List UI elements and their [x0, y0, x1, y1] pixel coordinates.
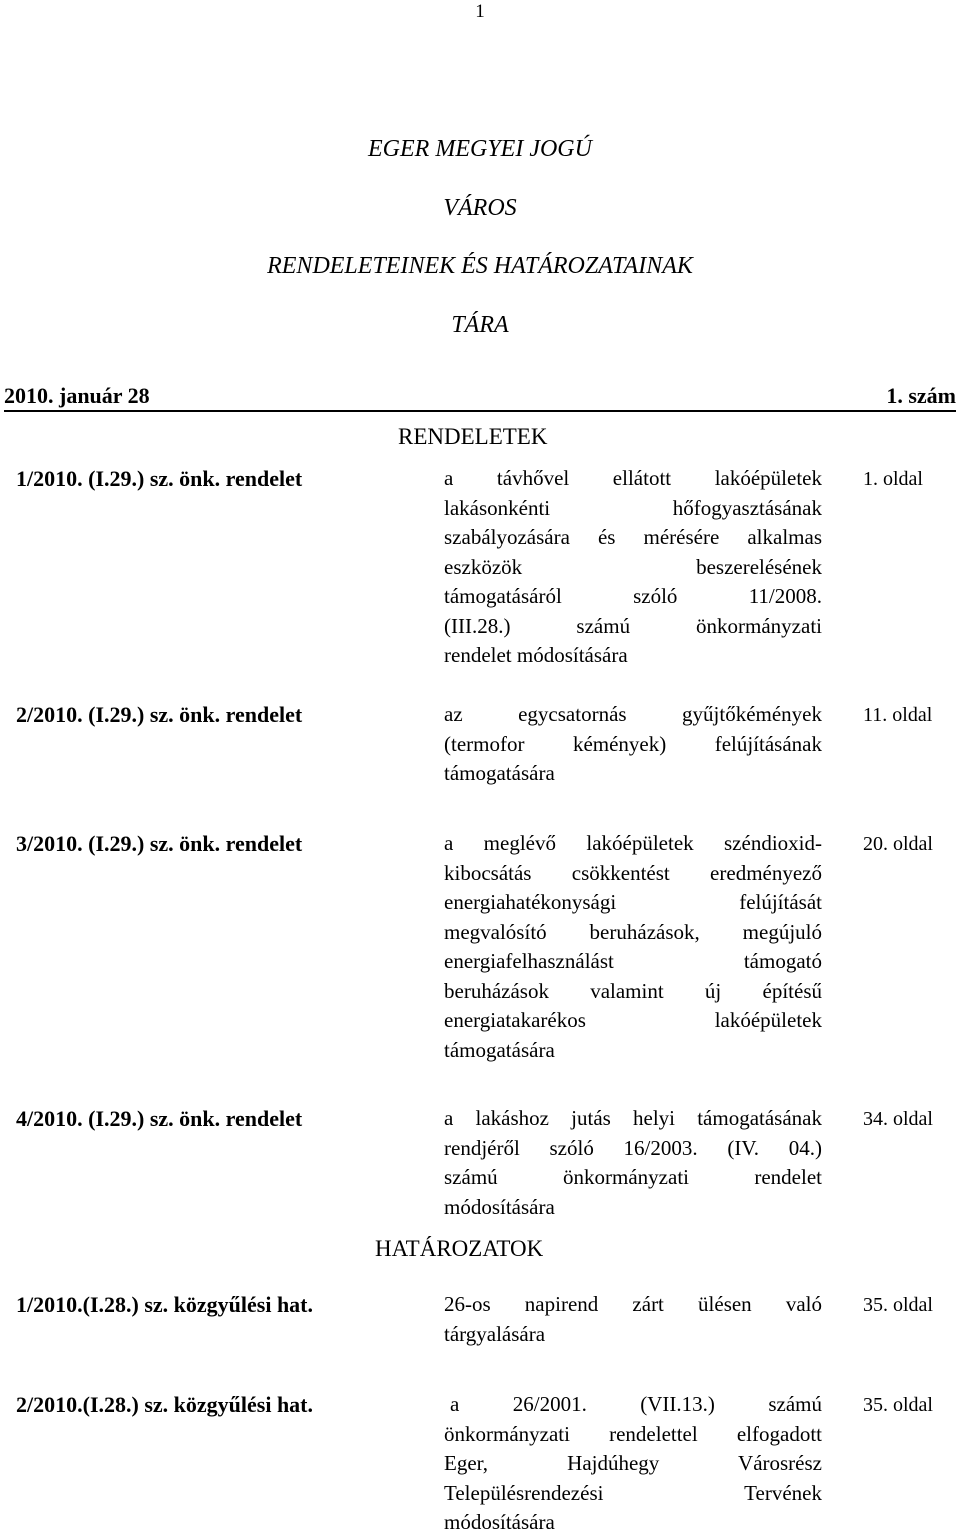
title-line-1: EGER MEGYEI JOGÚ	[368, 136, 592, 162]
issue-date: 2010. január 28	[4, 383, 150, 408]
entry-page: 34. oldal	[863, 1108, 933, 1130]
description-line: a távhővel ellátott lakóépületek	[444, 466, 822, 490]
description-line: energiafelhasználást támogató	[444, 949, 822, 973]
description-line: (termofor kémények) felújításának	[444, 731, 822, 756]
description-line: önkormányzati rendelettel elfogadott	[444, 1421, 822, 1446]
description-line: számú önkormányzati rendelet	[444, 1165, 822, 1189]
section-heading-rendeletek: RENDELETEK	[398, 424, 548, 449]
entry-page: 35. oldal	[863, 1294, 933, 1316]
section-heading-hatarozatok: HATÁROZATOK	[375, 1236, 544, 1261]
issue-number: 1. szám	[886, 383, 956, 408]
description-line: Településrendezési Tervének	[444, 1480, 822, 1505]
description-line: módosítására	[444, 1194, 555, 1219]
description-line: szabályozására és mérésére alkalmas	[444, 525, 822, 549]
description-line: a meglévő lakóépületek széndioxid-	[444, 831, 822, 855]
title-line-2: VÁROS	[443, 195, 517, 221]
entry-page: 20. oldal	[863, 833, 933, 855]
title-line-4: TÁRA	[451, 312, 509, 338]
description-line: megvalósító beruházások, megújuló	[444, 919, 822, 944]
description-line: rendelet módosítására	[444, 643, 628, 667]
description-line: eszközök beszerelésének	[444, 554, 822, 579]
entry-id: 3/2010. (I.29.) sz. önk. rendelet	[16, 831, 303, 856]
description-line: módosítására	[444, 1510, 555, 1534]
description-line: (III.28.) számú önkormányzati	[444, 613, 822, 638]
title-line-3: RENDELETEINEK ÉS HATÁROZATAINAK	[267, 253, 693, 279]
description-line: beruházások valamint új építésű	[444, 978, 822, 1003]
entry-id: 2/2010. (I.29.) sz. önk. rendelet	[16, 702, 303, 727]
page-number: 1	[475, 1, 485, 22]
entry-id: 2/2010.(I.28.) sz. közgyűlési hat.	[16, 1392, 313, 1417]
description-line: energiatakarékos lakóépületek	[444, 1008, 822, 1032]
description-line: tárgyalására	[444, 1321, 546, 1346]
description-line: 26-os napirend zárt ülésen való	[444, 1292, 822, 1316]
entry-id: 4/2010. (I.29.) sz. önk. rendelet	[16, 1106, 303, 1131]
description-line: a lakáshoz jutás helyi támogatásának	[444, 1106, 822, 1130]
entry-description	[444, 1290, 822, 1349]
entry-id: 1/2010.(I.28.) sz. közgyűlési hat.	[16, 1292, 313, 1317]
entry-description	[444, 464, 822, 671]
entry-description	[444, 1104, 822, 1222]
entry-description	[444, 700, 822, 789]
description-line: rendjéről szóló 16/2003. (IV. 04.)	[444, 1135, 822, 1160]
entry-page: 1. oldal	[863, 468, 923, 490]
description-line: kibocsátás csökkentést eredményező	[444, 860, 822, 885]
entry-id: 1/2010. (I.29.) sz. önk. rendelet	[16, 466, 303, 491]
entry-page: 11. oldal	[863, 704, 933, 726]
issue-line	[4, 382, 956, 412]
description-line: Eger, Hajdúhegy Városrész	[444, 1451, 822, 1475]
description-line: a 26/2001. (VII.13.) számú	[450, 1392, 822, 1416]
description-line: támogatására	[444, 761, 555, 785]
entry-description	[444, 829, 822, 1065]
description-line: energiahatékonysági felújítását	[444, 890, 822, 914]
description-line: támogatásáról szóló 11/2008.	[444, 584, 822, 608]
description-line: támogatására	[444, 1037, 555, 1062]
entry-page: 35. oldal	[863, 1394, 933, 1416]
description-line: az egycsatornás gyűjtőkémények	[444, 702, 822, 726]
description-line: lakásonkénti hőfogyasztásának	[444, 495, 822, 520]
entry-description	[444, 1390, 822, 1538]
